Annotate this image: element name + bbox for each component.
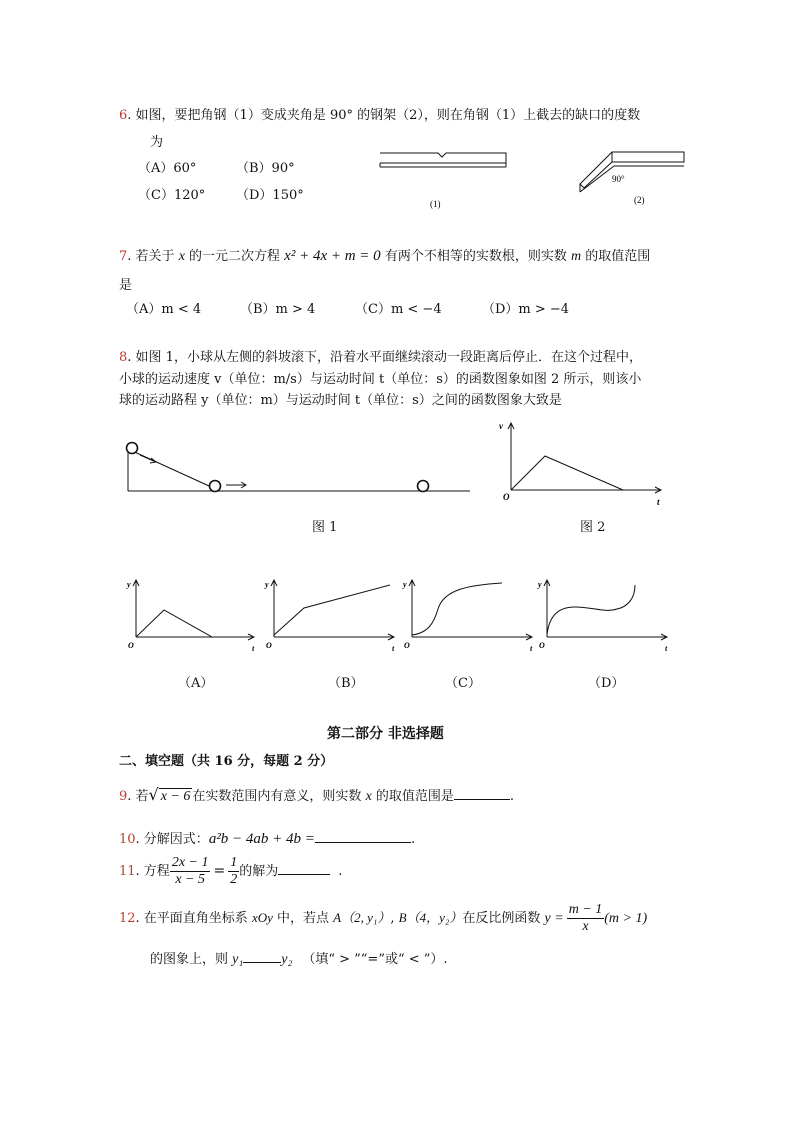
q12-y1: y₁ [232,952,244,967]
q11-fraction-2: $\frac{1}{2}$ [230,855,238,887]
q8-option-c: （C） [445,676,481,691]
q6-figure-1-label: (1) [430,199,441,209]
q8-figure-2-t-label: t [657,497,660,507]
q6-line1 [119,104,640,123]
q9-text-c: 的取值范围是 [371,789,454,804]
q8-line2: 小球的运动速度 v（单位：m/s）与运动时间 t（单位：s）的函数图象如图 2 所示，则该小 [119,372,642,387]
q9-answer-blank[interactable] [454,785,510,800]
q6-option-b: （B）90° [236,161,295,176]
section-title: 二、填空题（共 16 分，每题 2 分） [119,754,334,769]
q6-line2: 为 [150,135,164,150]
q11-answer-blank[interactable] [278,860,330,875]
q12-text-a: . 在平面直角坐标系 [135,911,252,926]
q9-text-b: 在实数范围内有意义，则实数 [192,789,366,804]
q10-text-a: . 分解因式： [135,832,209,847]
q6-number: 6 [119,108,128,123]
q7-line1 [119,245,650,265]
q9-end: . [509,789,515,804]
q12-line2 [150,948,448,968]
q9-number: 9 [119,789,128,804]
q6-figure-2-angle: 90° [612,174,625,184]
q12-y-equals: y = [544,911,564,926]
q8-figure-1 [120,435,475,500]
q6-text: . 如图，要把角钢（1）变成夹角是 90° 的钢架（2），则在角钢（1）上截去的缺口的度数 [127,108,641,123]
q8-graph-c-t: t [530,644,533,653]
q7-text-a: . 若关于 [127,249,179,264]
q7-text-c: 有两个不相等的实数根，则实数 [380,249,571,264]
q12-point-a: A（2, y₁） [333,910,391,925]
q8-option-b: （B） [328,676,364,691]
q8-graph-b-y: y [265,580,269,589]
ball-middle [210,481,221,492]
q8-option-a: （A） [178,676,214,691]
q8-figure-2-v-label: v [499,421,503,431]
q11-line [119,855,342,888]
q11-equals: = [213,863,226,879]
q12-separator: , [390,911,399,926]
q7-var-x: x [178,249,185,264]
q10-expression: a²b − 4ab + 4b = [208,831,315,847]
q8-graph-d-t: t [665,644,668,653]
q8-option-d: （D） [588,676,625,691]
q6-option-c: （C）120° [138,188,206,203]
q6-figure-1 [370,145,510,215]
q10-answer-blank[interactable] [315,828,411,843]
q8-graph-c [400,575,540,655]
q12-xoy: xOy [251,910,273,925]
q8-graph-d-y: y [538,580,542,589]
q6-option-d: （D）150° [236,188,304,203]
q8-figure-2 [495,418,670,513]
q12-text-b: 中，若点 [272,911,334,926]
q8-figure-2-caption: 图 2 [580,520,606,535]
q8-number: 8 [119,350,128,365]
q6-figure-2 [572,140,692,215]
q7-equation: x² + 4x + m = 0 [284,248,381,264]
q6-option-a: （A）60° [138,161,197,176]
q7-number: 7 [119,249,128,264]
q8-line1 [119,346,642,365]
q10-end: . [410,832,416,847]
q8-graph-a [122,575,262,655]
q11-end: . [338,864,343,879]
q12-number: 12 [119,911,136,926]
q12-line2-text-a: 的图象上，则 [150,952,233,967]
part2-title: 第二部分 非选择题 [327,726,444,742]
q7-line2: 是 [119,278,133,293]
q11-text-b: 的解为 [239,864,279,879]
q8-graph-b [262,575,402,655]
q7-option-d: （D）m > −4 [482,302,570,317]
q7-text-d: 的取值范围 [581,249,651,264]
q7-option-c: （C）m < −4 [355,302,442,317]
q8-figure-2-origin: O [503,492,510,502]
q7-text-b: 的一元二次方程 [184,249,285,264]
q12-condition: (m > 1) [604,911,648,926]
q8-graph-c-y: y [403,580,407,589]
q8-text-1: . 如图 1，小球从左侧的斜坡滚下，沿着水平面继续滚动一段距离后停止．在这个过程中， [127,350,642,365]
sqrt-sign-icon: √ [148,785,159,804]
q8-figure-1-caption: 图 1 [312,520,338,535]
q12-answer-blank[interactable] [243,948,281,963]
q6-figure-2-label: (2) [634,195,645,205]
q8-graph-b-t: t [392,644,395,653]
q7-option-b: （B）m > 4 [240,302,316,317]
q8-line3: 球的运动路程 y（单位：m）与运动时间 t（单位：s）之间的函数图象大致是 [119,393,562,408]
q12-line2-text-b: （填“ > ”“=”或“ < ”）. [302,952,448,967]
q12-text-c: 在反比例函数 [462,911,545,926]
q8-graph-a-t: t [252,644,255,653]
q10-line [119,828,415,848]
q11-number: 11 [119,864,136,879]
q12-y2: y₂ [281,952,293,967]
ball-end [418,481,429,492]
q12-fraction: $\frac{m - 1}{x}$ [568,902,603,934]
q8-graph-d-origin: O [539,641,545,650]
q7-option-a: （A）m < 4 [126,302,202,317]
q8-graph-d [535,575,675,655]
q10-number: 10 [119,832,136,847]
q12-point-b: B（4，y₂） [398,910,463,925]
q9-text-a: . 若 [127,789,149,804]
q8-graph-c-origin: O [404,641,410,650]
q11-fraction-1: $\frac{2x - 1}{x - 5}$ [171,855,209,887]
q8-graph-b-origin: O [266,641,272,650]
q12-line1 [119,902,647,935]
q8-graph-a-origin: O [128,641,134,650]
q9-radicand: x − 6 [160,789,191,804]
ball-start [127,443,138,454]
q9-line [119,785,514,805]
q9-var-x: x [365,789,372,804]
q7-var-m: m [570,249,582,264]
q11-text-a: . 方程 [135,864,170,879]
q8-graph-a-y: y [127,580,131,589]
